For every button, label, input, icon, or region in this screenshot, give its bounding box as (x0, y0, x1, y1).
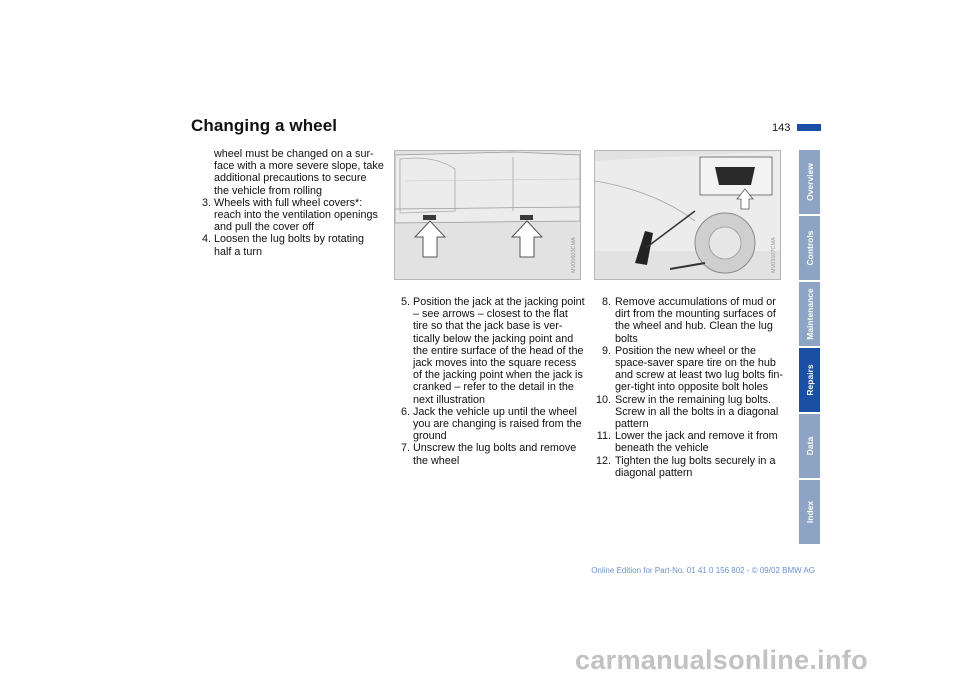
item-number: 11. (596, 430, 611, 443)
list-item (397, 296, 585, 406)
item-number: 6. (400, 405, 410, 418)
item-number: 12. (595, 454, 611, 467)
car-side-arrows-image (395, 151, 580, 279)
item-text: Screw in the remaining lug bolts. Screw in all the bolts in a diagonal pattern (615, 393, 779, 431)
list-item (594, 430, 786, 454)
list-item (397, 406, 585, 443)
site-watermark: carmanualsonline.info (575, 645, 868, 675)
tab-label: Data (804, 436, 815, 456)
section-tabs (799, 150, 820, 546)
tab-label: Index (804, 500, 815, 524)
jacking-points-illustration (394, 150, 581, 280)
item-text: Jack the vehicle up until the wheel you are changing is raised from the ground (413, 405, 582, 443)
tab-controls[interactable] (799, 216, 820, 280)
tab-repairs[interactable] (799, 348, 820, 412)
tab-label: Controls (804, 230, 815, 266)
page-number: 143 (772, 122, 791, 134)
item-number: 3. (201, 196, 211, 209)
item-number: 5. (400, 296, 410, 308)
list-item (594, 455, 786, 479)
text-column-3 (594, 296, 786, 479)
tab-label: Repairs (804, 364, 815, 396)
item-text: Wheels with full wheel covers*: reach into the ventilation openings and pull the cover off (214, 196, 378, 234)
list-item (594, 345, 786, 394)
intro-paragraph: wheel must be changed on a sur-face with a more severe slope, take additional precautions to secure the vehicle from rolling (214, 148, 384, 197)
text-column-2 (397, 296, 585, 467)
tab-overview[interactable] (799, 150, 820, 214)
list-item (198, 233, 384, 257)
item-number: 8. (601, 296, 611, 308)
tab-data[interactable] (799, 414, 820, 478)
list-item (198, 197, 384, 234)
tab-index[interactable] (799, 480, 820, 544)
list-item (594, 296, 786, 345)
jack-wheel-image (595, 151, 780, 279)
figure-code: MV03107CMA (771, 237, 777, 273)
edition-footer: Online Edition for Part-No. 01 41 0 156 802 - © 09/02 BMW AG (591, 566, 815, 575)
item-text: Position the new wheel or the space-saver spare tire on the hub and screw at least two lug bolts fin-ger-tight into opposite bolt holes (615, 344, 784, 394)
text-column-1 (198, 148, 384, 258)
item-text: Tighten the lug bolts securely in a diagonal pattern (615, 454, 776, 479)
item-number: 4. (201, 233, 211, 246)
jack-positioning-illustration (594, 150, 781, 280)
item-text: Position the jack at the jacking point – see arrows – closest to the flat tire so that the jack base is ver-tically below the jacking point and the entire surface of the head of the jack moves into the square recess of the jacking point when the jack is cranked – refer to the detail in the next illustration (413, 296, 585, 406)
item-text: Unscrew the lug bolts and remove the wheel (413, 442, 577, 467)
tab-maintenance[interactable] (799, 282, 820, 346)
item-number: 9. (601, 344, 611, 357)
item-text: Remove accumulations of mud or dirt from the mounting surfaces of the wheel and hub. Clean the lug bolts (615, 296, 776, 345)
tab-label: Maintenance (804, 288, 815, 340)
item-number: 10. (595, 393, 611, 406)
list-item (397, 442, 585, 466)
item-text: Loosen the lug bolts by rotating half a turn (214, 233, 365, 258)
item-number: 7. (400, 442, 410, 455)
list-item (594, 394, 786, 431)
tab-label: Overview (804, 163, 815, 201)
figure-code: MV00603CMA (571, 237, 577, 273)
item-text: Lower the jack and remove it from beneath the vehicle (615, 430, 778, 455)
page-number-bar (797, 124, 821, 131)
page-title: Changing a wheel (191, 116, 338, 135)
